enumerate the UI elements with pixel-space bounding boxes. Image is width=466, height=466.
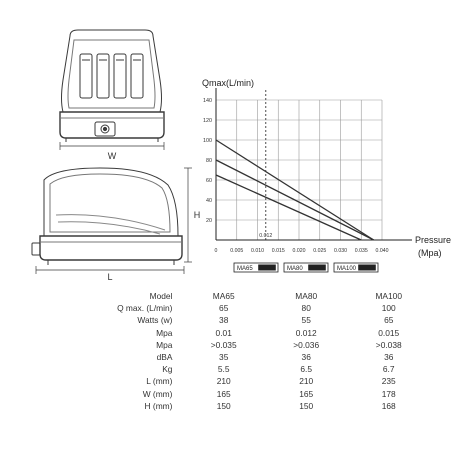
chart-series-line bbox=[216, 175, 361, 240]
spec-table-row bbox=[50, 314, 430, 326]
chart-x-axis-label-line1: Pressure bbox=[415, 235, 452, 245]
spec-cell: 36 bbox=[301, 352, 311, 363]
chart-x-tick-label: 0.030 bbox=[334, 248, 347, 254]
chart-y-tick-label: 20 bbox=[206, 218, 212, 224]
spec-table bbox=[50, 290, 430, 412]
spec-table-row bbox=[50, 400, 430, 412]
spec-table-row bbox=[50, 327, 430, 339]
chart-x-tick-label: 0.020 bbox=[292, 248, 306, 254]
spec-row-label: Watts (w) bbox=[137, 315, 173, 326]
spec-cell: 100 bbox=[381, 303, 396, 314]
chart-y-tick-label: 120 bbox=[203, 118, 212, 124]
spec-cell: 80 bbox=[301, 303, 311, 314]
chart-x-tick-label: 0.035 bbox=[354, 248, 368, 254]
chart-legend-swatch bbox=[358, 265, 376, 271]
spec-cell: 0.012 bbox=[295, 327, 317, 338]
spec-cell: 65 bbox=[219, 303, 229, 314]
chart-x-tick-label: 0.015 bbox=[271, 248, 285, 254]
spec-cell: 38 bbox=[219, 315, 229, 326]
spec-cell: 168 bbox=[381, 400, 396, 411]
chart-x-tick-label: 0.005 bbox=[230, 248, 244, 254]
spec-table-row bbox=[50, 290, 430, 302]
chart-y-tick-label: 80 bbox=[206, 158, 212, 164]
spec-row-label: H (mm) bbox=[144, 400, 173, 411]
chart-x-tick-label: 0.025 bbox=[313, 248, 327, 254]
chart-x-tick-label: 0.010 bbox=[251, 248, 264, 254]
chart-legend-swatch bbox=[308, 265, 326, 271]
width-label: W bbox=[107, 151, 117, 161]
spec-cell: >0.036 bbox=[293, 339, 320, 350]
chart-x-tick-label: 0 bbox=[214, 248, 218, 254]
spec-cell: >0.038 bbox=[375, 339, 402, 350]
spec-cell: 210 bbox=[216, 376, 231, 387]
height-label: H bbox=[193, 210, 201, 220]
spec-cell: 210 bbox=[299, 376, 314, 387]
spec-cell: MA65 bbox=[212, 291, 235, 301]
chart-reference-label: 0.012 bbox=[259, 233, 273, 239]
chart-y-tick-label: 40 bbox=[206, 198, 212, 204]
spec-cell: MA100 bbox=[375, 291, 402, 301]
chart-legend-label: MA80 bbox=[287, 265, 303, 272]
spec-row-label: Kg bbox=[162, 364, 173, 375]
spec-row-label: Mpa bbox=[156, 327, 173, 338]
spec-cell: 235 bbox=[381, 376, 396, 387]
spec-row-label: Model bbox=[149, 291, 173, 301]
spec-table-body bbox=[50, 290, 430, 412]
chart-series bbox=[216, 140, 374, 240]
spec-row-label: Q max. (L/min) bbox=[117, 303, 173, 314]
spec-row-label: dBA bbox=[156, 352, 173, 363]
chart-legend-label: MA100 bbox=[337, 265, 357, 272]
spec-cell: MA80 bbox=[295, 291, 318, 301]
chart-series-line bbox=[216, 140, 374, 240]
spec-row-label: Mpa bbox=[156, 339, 173, 350]
chart-legend bbox=[234, 263, 378, 272]
spec-cell: 36 bbox=[384, 352, 394, 363]
chart-legend-swatch bbox=[258, 265, 276, 271]
spec-cell: 150 bbox=[299, 400, 314, 411]
spec-cell: 165 bbox=[216, 388, 231, 399]
spec-cell: 5.5 bbox=[217, 364, 230, 375]
spec-row-label: W (mm) bbox=[142, 388, 173, 399]
spec-cell: 55 bbox=[301, 315, 311, 326]
length-label: L bbox=[107, 272, 113, 282]
spec-table-row bbox=[50, 363, 430, 375]
spec-row-label: L (mm) bbox=[146, 376, 173, 387]
spec-cell: 6.5 bbox=[300, 364, 313, 375]
spec-cell: >0.035 bbox=[210, 339, 237, 350]
chart-y-tick-label: 60 bbox=[206, 178, 212, 184]
spec-table-row bbox=[50, 375, 430, 387]
spec-cell: 6.7 bbox=[382, 364, 395, 375]
spec-table-row bbox=[50, 388, 430, 400]
spec-cell: 0.015 bbox=[378, 327, 400, 338]
chart-tick-labels bbox=[203, 98, 389, 254]
chart-x-axis-label-line2: (Mpa) bbox=[418, 248, 442, 258]
spec-cell: 165 bbox=[299, 388, 314, 399]
spec-cell: 65 bbox=[384, 315, 394, 326]
spec-cell: 35 bbox=[219, 352, 229, 363]
chart-y-tick-label: 100 bbox=[203, 138, 212, 144]
spec-table-row bbox=[50, 351, 430, 363]
chart-legend-label: MA65 bbox=[237, 265, 253, 272]
chart-x-tick-label: 0.040 bbox=[375, 248, 389, 254]
spec-table-row bbox=[50, 302, 430, 314]
chart-y-axis-label: Qmax(L/min) bbox=[202, 78, 255, 88]
spec-table-row bbox=[50, 339, 430, 351]
chart-grid bbox=[216, 100, 382, 240]
spec-cell: 0.01 bbox=[215, 327, 232, 338]
chart-axes bbox=[216, 88, 412, 240]
spec-cell: 178 bbox=[381, 388, 396, 399]
spec-cell: 150 bbox=[216, 400, 231, 411]
chart-y-tick-label: 140 bbox=[203, 98, 212, 104]
